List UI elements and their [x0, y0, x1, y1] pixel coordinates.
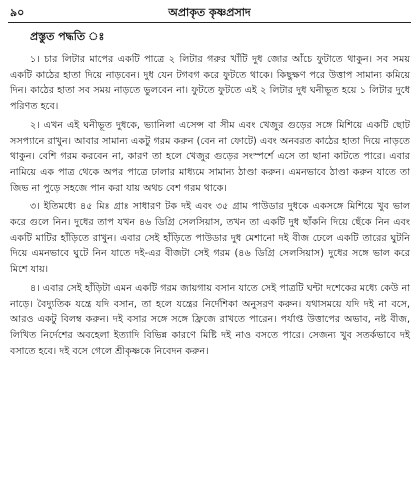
section-heading: প্রস্তুত পদ্ধতি ঃ: [30, 30, 105, 43]
running-head: অপ্রাকৃত কৃষ্ণপ্রসাদ: [168, 6, 251, 19]
body-text: [10, 52, 410, 362]
header-rule: [8, 22, 411, 23]
paragraph-step-3: ৩। ইতিমধ্যে ৪৫ মিঃ গ্রাঃ সাধারণ টক দই এবং ৩৫ গ্রাম পাউডার দুধকে একসঙ্গে মিশিয়ে খুব ভাল করে গুলে নিন। দুধের তাপ যখন ৪৬ ডিগ্রি সেলসিয়াস, তখন তা একটি দুধ ছাঁকনি দিয়ে ছেঁকে নিন এবং একটি মাটির হাঁড়িতে রাখুন। এবার সেই হাঁড়িতে পাউডার দুধ মেশানো দই বীজ ঢেলে একটি তারের ঘুটনি দিয়ে এমনভাবে ঘুটে নিন যাতে দই-এর বীজটা সেই গরম (৪৬ ডিগ্রি সেলসিয়াস) দুধের সঙ্গে ভাল করে মিশে যায়।: [10, 201, 410, 276]
page-number: ৯০: [10, 6, 25, 19]
paragraph-step-2: ২। এখন এই ঘনীভূত দুধকে, ভ্যানিলা এসেন্স বা সীম এবং খেজুর গুড়ের সঙ্গে মিশিয়ে একটি ছোট সসপ্যানে রাখুন। আবার সামান্য একটু গরম করুন (বেন না ফোটে) এবং অনবরত কাঠের হাতা দিয়ে নাড়তে থাকুন। বেশি গরম করবেন না, কারণ তা হলে খেজুর গুড়ের সংস্পর্শে এসে তা ছানা কাটতে পারে। এবার নামিয়ে এক পাত্র থেকে অপর পাত্রে ঢালার মাধ্যমে সামান্য ঠাণ্ডা করুন। এমনভাবে ঠাণ্ডা করুন যাতে তা জিভ না পুড়ে সহজে পান করা যায় অথচ বেশ গরম থাকে।: [10, 119, 410, 194]
paragraph-step-1: ১। চার লিটার মাপের একটি পাত্রে ২ লিটার গরুর খাঁটি দুধ জোর আঁচে ফুটাতে থাকুন। সব সময় একটি কাঠের হাতা দিয়ে নাড়বেন। দুধ যেন টগবগ করে ফুটতে থাকে। কিছুক্ষণ পরে উত্তাপ সামান্য কমিয়ে দিন। কাঠের হাতা সব সময় নাড়তে ভুলবেন না। ফুটতে ফুটতে এই ২ লিটার দুধ ঘনীভূত হয়ে ১ লিটার দুধে পরিণত হবে।: [10, 54, 410, 113]
paragraph-step-4: ৪। এবার সেই হাঁড়িটা এমন একটি গরম জায়গায় বসান যাতে সেই পাত্রটি ঘন্টা দশেকের মধ্যে কেউ না নাড়ে। বৈদ্যুতিক যন্ত্রে যদি বসান, তা হলে যন্ত্রের নির্দেশিকা অনুসরণ করুন। যথাসময়ে যদি দই না বসে, আরও একটু বিলম্ব করুন। দই বসার সঙ্গে সঙ্গে ফ্রিজে রাখতে পারেন। পর্যাপ্ত উত্তাপের অভাব, নষ্ট বীজ, লিখিত নির্দেশের অবহেলা ইত্যাদি বিভিন্ন কারণে মিষ্টি দই নাও বসতে পারে। সেজন্য খুব সতর্কভাবে দই বসাতে হবে। দই বসে গেলে শ্রীকৃষ্ণকে নিবেদন করুন।: [10, 282, 410, 357]
